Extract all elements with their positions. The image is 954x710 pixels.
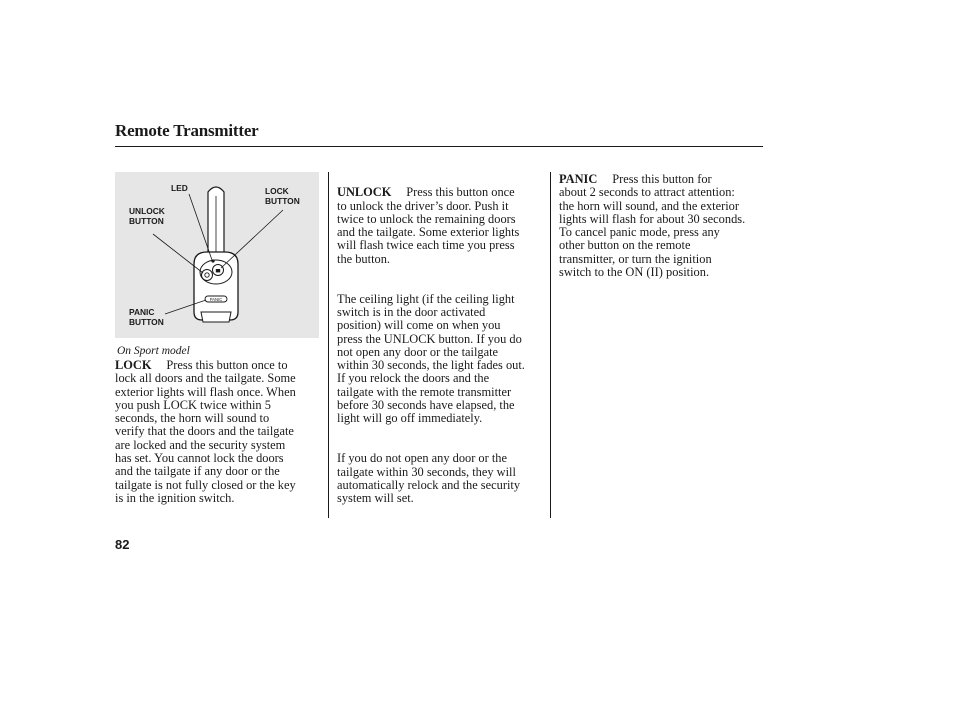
unlock-text: Press this button once to unlock the driver’s door. Push it twice to unlock the remaining doors and the tailgate. Some exterior lights will flash twice each time you press the button. bbox=[337, 185, 520, 266]
panic-text: Press this button for about 2 seconds to attract attention: the horn will sound, and the exterior lights will flash for about 30 seconds. To cancel panic mode, press any other button on the remote transmitter, or turn the ignition switch to the ON (II) position. bbox=[559, 172, 746, 280]
page-number: 82 bbox=[115, 537, 130, 552]
lock-leader-line bbox=[221, 210, 283, 268]
unlock-paragraph-1 bbox=[337, 186, 547, 266]
unlock-paragraph-3: If you do not open any door or the tailgate within 30 seconds, they will automatically relock and the security system will set. bbox=[337, 451, 521, 506]
page-title: Remote Transmitter bbox=[115, 121, 259, 140]
unlock-keyword: UNLOCK bbox=[337, 185, 392, 200]
unlock-paragraph-2: The ceiling light (if the ceiling light switch is in the door activated position) will come on when you press the UNLOCK button. If you do not open any door or the tailgate within 30 seconds, the light fades out. If you relock the doors and the tailgate with the remote transmitter before 30 seconds have elapsed, the light will go off immediately. bbox=[337, 291, 525, 426]
lock-button-label: LOCK BUTTON bbox=[265, 186, 300, 206]
lock-closed-lock-icon bbox=[216, 269, 220, 272]
unlock-button-label: UNLOCK BUTTON bbox=[129, 206, 165, 226]
remote-transmitter-figure bbox=[115, 172, 319, 338]
key-fob-tab bbox=[201, 312, 231, 322]
title-rule bbox=[115, 146, 763, 147]
lock-section bbox=[115, 359, 323, 505]
figure-caption: On Sport model bbox=[117, 345, 190, 357]
column-divider-2 bbox=[550, 172, 551, 518]
lock-text: Press this button once to lock all doors and the tailgate. Some exterior lights will flash once. When you push LOCK twice within 5 seconds, the horn will sound to verify that the doors and the tailgate are locked and the security system has set. You cannot lock the doors and the tailgate if any door or the tailgate is not fully closed or the key is in the ignition switch. bbox=[115, 358, 296, 505]
panic-keyword: PANIC bbox=[559, 172, 598, 186]
panic-section bbox=[559, 173, 769, 279]
unlock-section bbox=[337, 173, 547, 532]
unlock-leader-line bbox=[153, 234, 203, 273]
column-divider-1 bbox=[328, 172, 329, 518]
led-label: LED bbox=[171, 183, 188, 193]
unlock-button bbox=[202, 270, 213, 281]
panic-button-label: PANIC BUTTON bbox=[129, 307, 164, 327]
panic-button-text: PANIC bbox=[209, 297, 223, 302]
lock-keyword: LOCK bbox=[115, 358, 152, 372]
